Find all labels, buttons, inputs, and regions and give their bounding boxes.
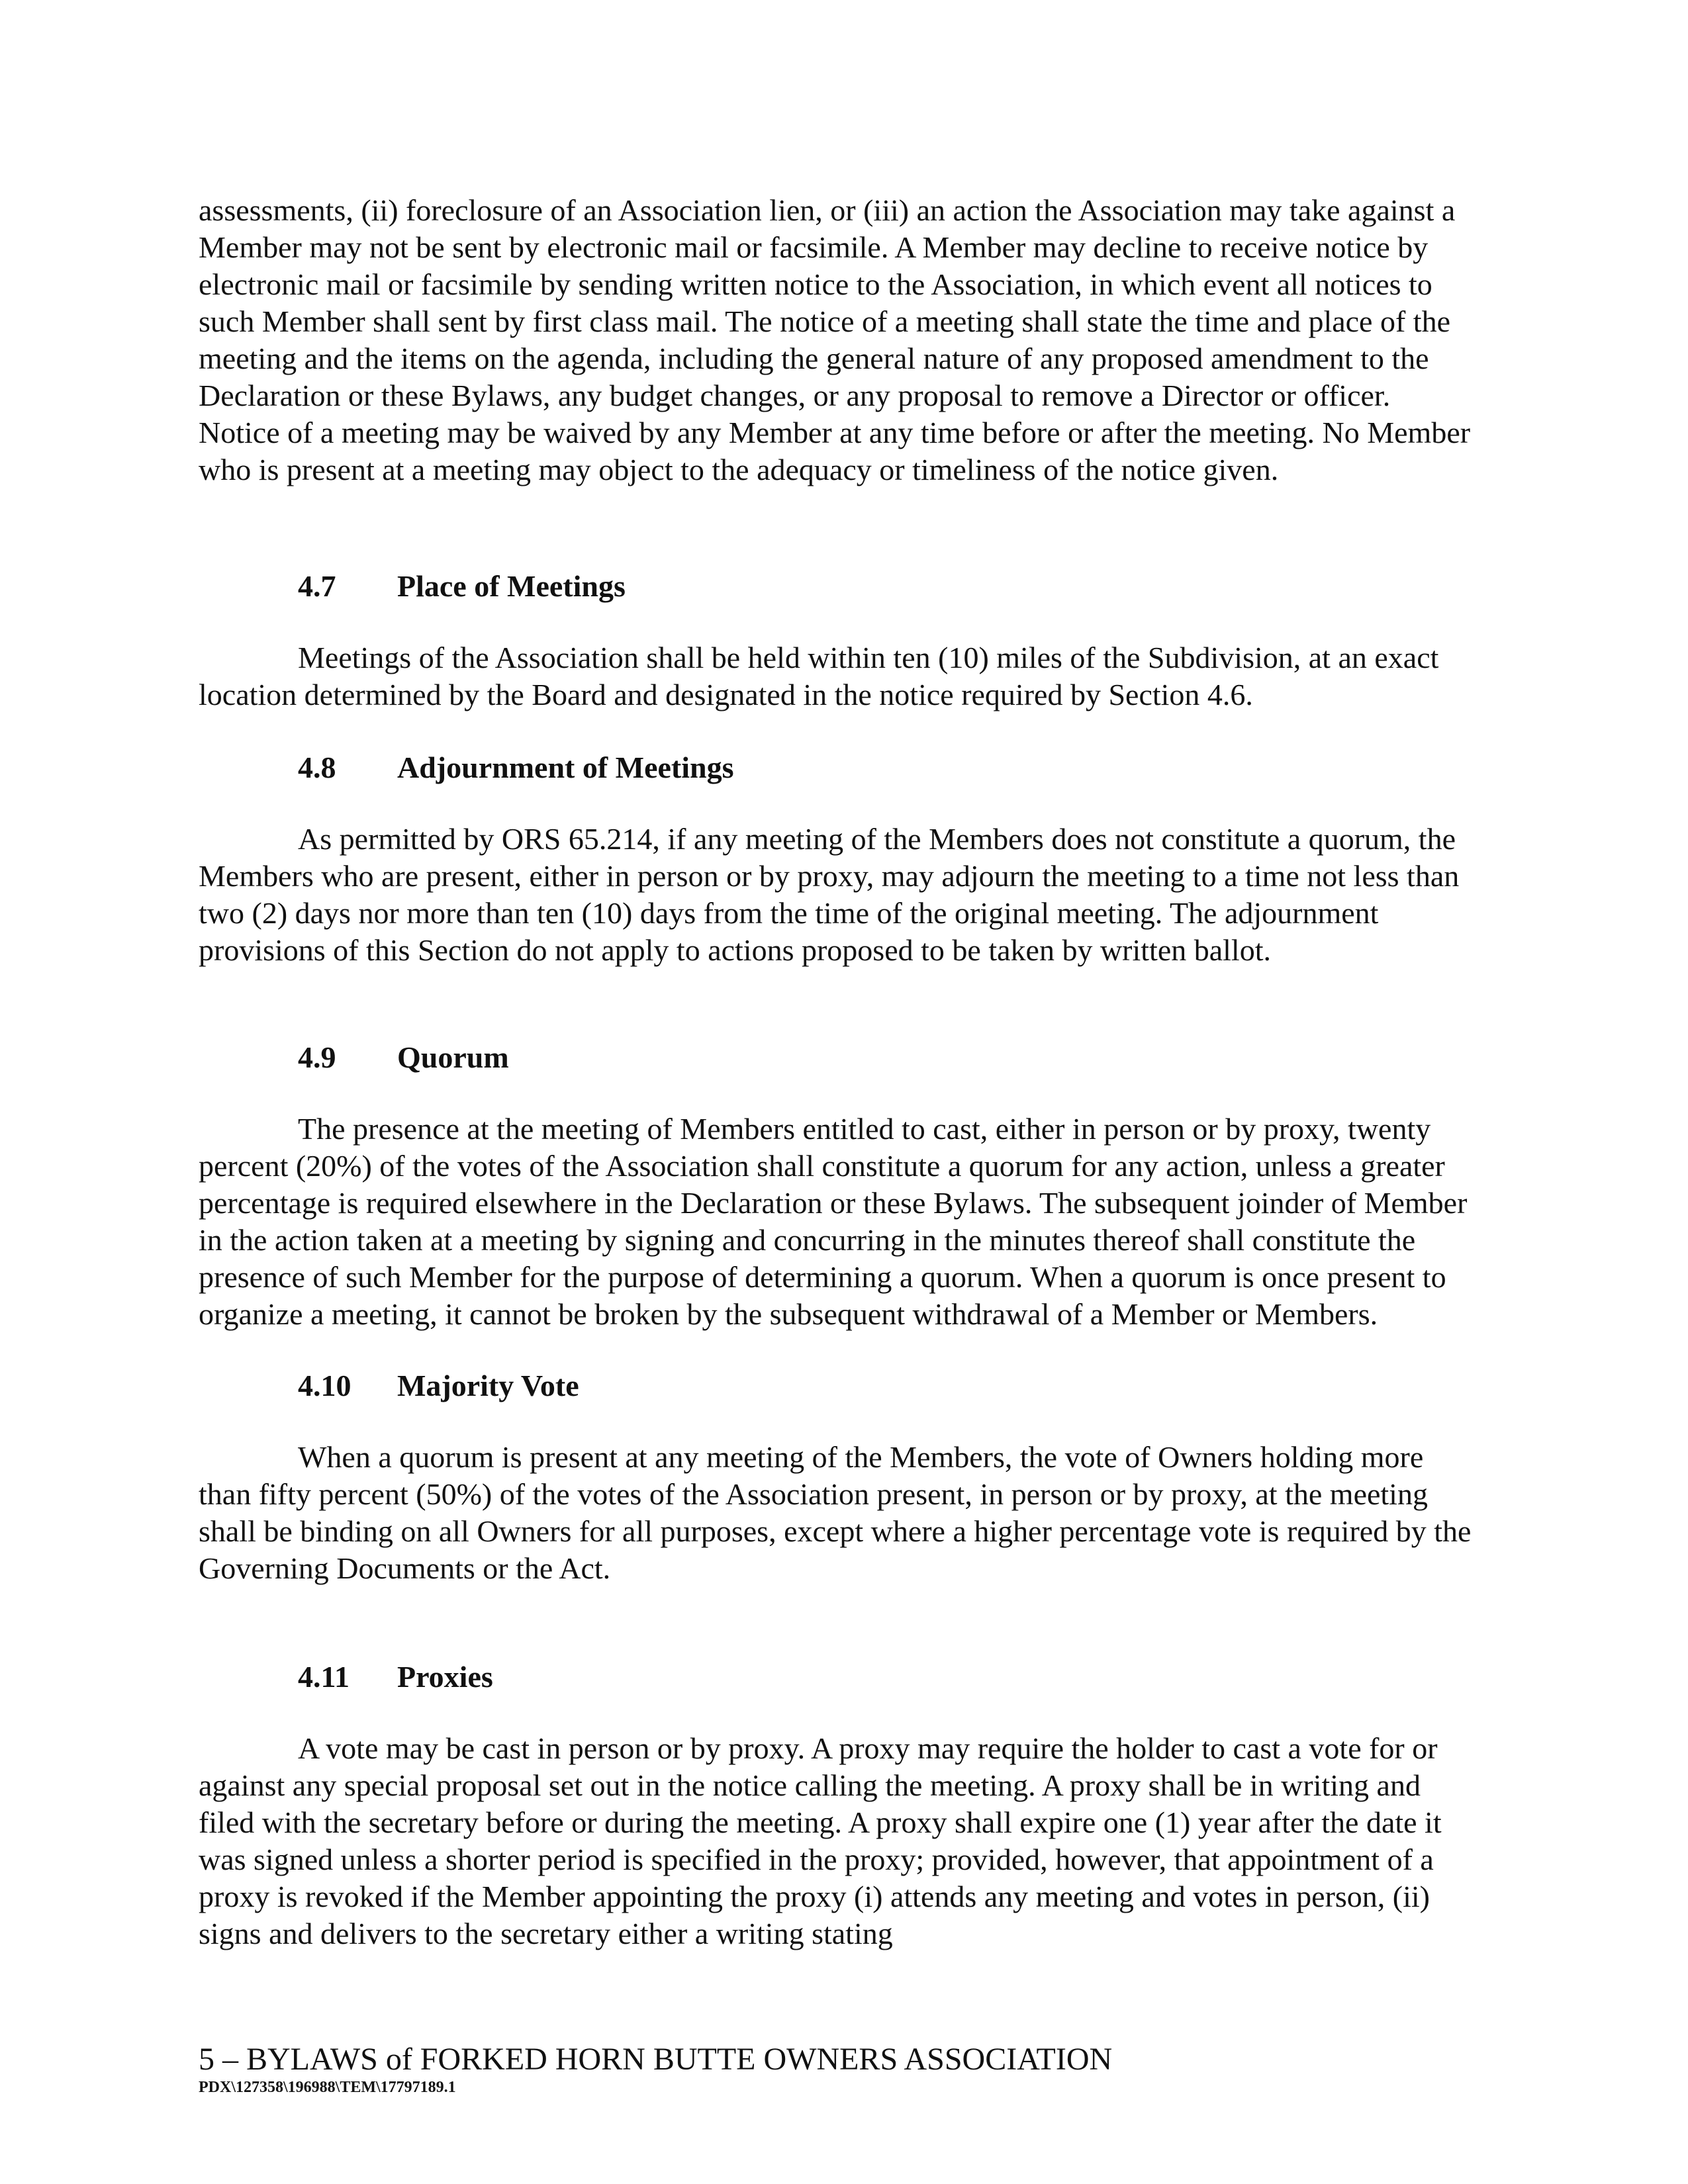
section-number: 4.9 [298, 1040, 336, 1074]
section-heading-4-8 [199, 749, 1575, 786]
section-number: 4.11 [298, 1660, 350, 1694]
section-title: Proxies [397, 1660, 493, 1694]
section-number: 4.10 [298, 1369, 352, 1402]
section-number: 4.8 [298, 751, 336, 784]
section-paragraph-4-8: As permitted by ORS 65.214, if any meeting of the Members does not constitute a quorum, the Members who are present, either in person or by proxy, may adjourn the meeting to a time not less than two (2) days nor more than ten (10) days from the time of the original meeting. The adjournment provisions of this Section do not apply to actions proposed to be taken by written ballot. [199, 822, 1460, 967]
intro-paragraph: assessments, (ii) foreclosure of an Association lien, or (iii) an action the Association may take against a Member may not be sent by electronic mail or facsimile. A Member may decline to receive notice by electronic mail or facsimile by sending written notice to the Association, in which event all notices to such Member shall sent by first class mail. The notice of a meeting shall state the time and place of the meeting and the items on the agenda, including the general nature of any proposed amendment to the Declaration or these Bylaws, any budget changes, or any proposal to remove a Director or officer. Notice of a meeting may be waived by any Member at any time before or after the meeting. No Member who is present at a meeting may object to the adequacy or timeliness of the notice given. [199, 193, 1471, 486]
section-heading-4-9 [199, 1039, 1575, 1076]
section-paragraph-4-7: Meetings of the Association shall be held within ten (10) miles of the Subdivision, at an exact location determined by the Board and designated in the notice required by Section 4.6. [199, 641, 1439, 711]
section-title: Place of Meetings [397, 569, 626, 603]
section-title: Quorum [397, 1040, 509, 1074]
section-title: Adjournment of Meetings [397, 751, 734, 784]
section-heading-4-7 [199, 568, 1575, 605]
section-heading-4-11 [199, 1659, 1575, 1696]
document-reference: PDX\127358\196988\TEM\17797189.1 [199, 2079, 456, 2096]
section-paragraph-4-9: The presence at the meeting of Members entitled to cast, either in person or by proxy, twenty percent (20%) of the votes of the Association shall constitute a quorum for any action, unless a greater percentage is required elsewhere in the Declaration or these Bylaws. The subsequent joinder of Member in the action taken at a meeting by signing and concurring in the minutes thereof shall constitute the presence of such Member for the purpose of determining a quorum. When a quorum is once present to organize a meeting, it cannot be broken by the subsequent withdrawal of a Member or Members. [199, 1112, 1468, 1331]
section-number: 4.7 [298, 569, 336, 603]
section-heading-4-10 [199, 1367, 1575, 1404]
page-footer [199, 2042, 1476, 2097]
section-paragraph-4-11: A vote may be cast in person or by proxy. A proxy may require the holder to cast a vote for or against any special proposal set out in the notice calling the meeting. A proxy shall be in writing and filed with the secretary before or during the meeting. A proxy shall expire one (1) year after the date it was signed unless a shorter period is specified in the proxy; provided, however, that appointment of a proxy is revoked if the Member appointing the proxy (i) attends any meeting and votes in person, (ii) signs and delivers to the secretary either a writing stating [199, 1731, 1442, 1950]
footer-title: 5 – BYLAWS of FORKED HORN BUTTE OWNERS ASSOCIATION [199, 2042, 1113, 2077]
section-paragraph-4-10: When a quorum is present at any meeting of the Members, the vote of Owners holding more than fifty percent (50%) of the votes of the Association present, in person or by proxy, at the meeting shall be binding on all Owners for all purposes, except where a higher percentage vote is required by the Governing Documents or the Act. [199, 1440, 1472, 1585]
section-title: Majority Vote [397, 1369, 579, 1402]
